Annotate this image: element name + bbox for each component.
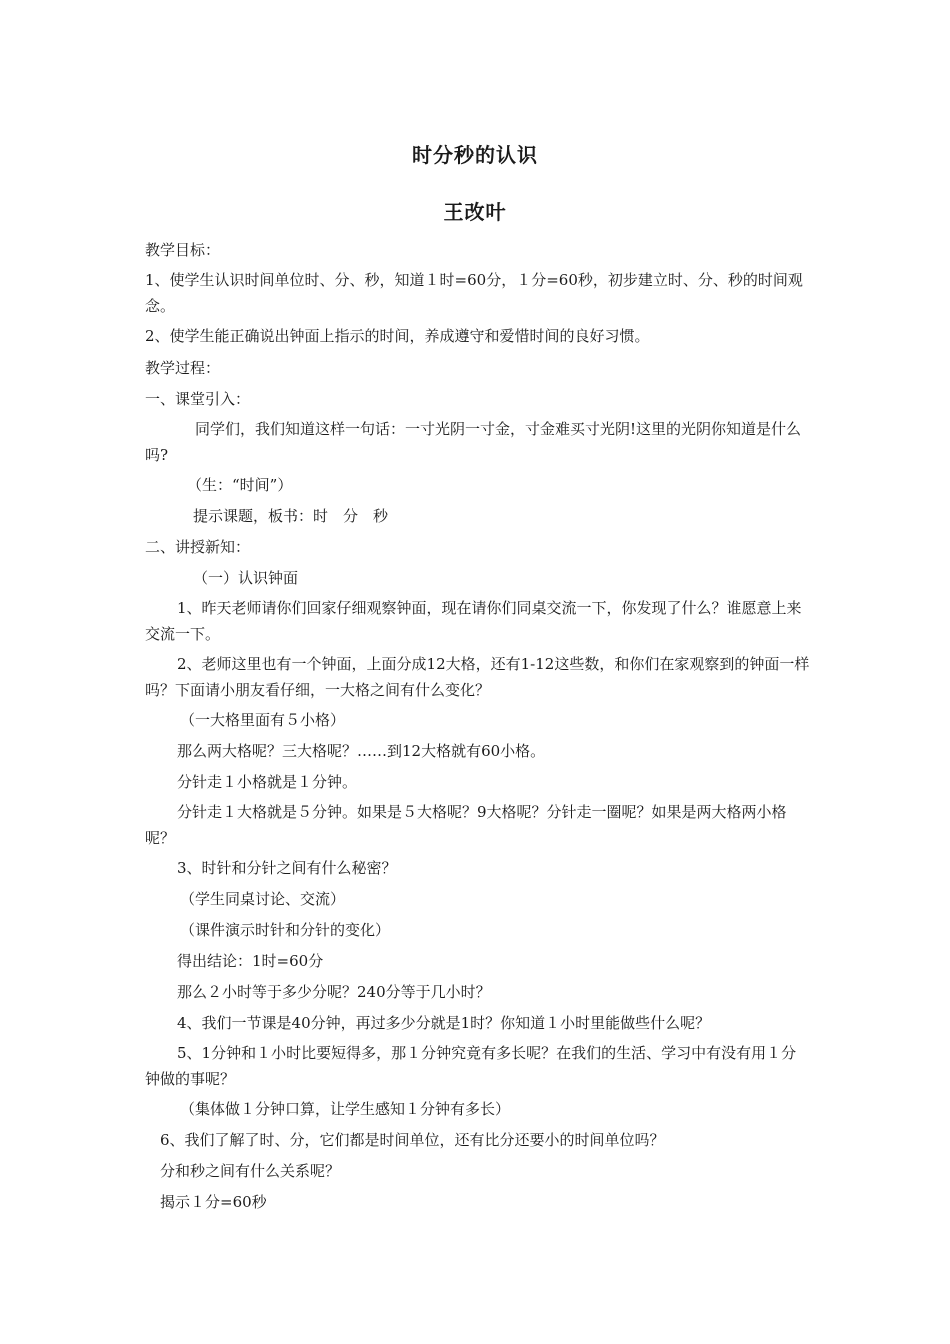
text-line: 教学目标： [145, 241, 221, 259]
text-line: 分针走１小格就是１分钟。 [177, 773, 358, 791]
text-line: 教学过程： [145, 359, 221, 377]
text-line: （一）认识钟面 [193, 569, 299, 587]
text-paragraph: 1、使学生认识时间单位时、分、秒，知道１时=60分，１分=60秒，初步建立时、分、秒的时间观念。 [145, 271, 803, 315]
text-line: （集体做１分钟口算，让学生感知１分钟有多长） [180, 1100, 511, 1118]
text-line: （学生同桌讨论、交流） [180, 890, 346, 908]
text-line: 2、使学生能正确说出钟面上指示的时间，养成遵守和爱惜时间的良好习惯。 [145, 327, 650, 345]
text-line: （一大格里面有５小格） [180, 711, 346, 729]
text-paragraph: 2、老师这里也有一个钟面，上面分成12大格，还有1-12这些数，和你们在家观察到的钟面一样吗？下面请小朋友看仔细，一大格之间有什么变化？ [145, 655, 810, 699]
text-line: 二、讲授新知： [145, 538, 251, 556]
text-line: 一、课堂引入： [145, 390, 251, 408]
text-line: 分和秒之间有什么关系呢？ [160, 1162, 341, 1180]
text-paragraph: 5、1分钟和１小时比要短得多，那１分钟究竟有多长呢？在我们的生活、学习中有没有用１分钟做的事呢？ [145, 1044, 797, 1088]
text-line: 3、时针和分针之间有什么秘密？ [177, 859, 397, 877]
text-line: 4、我们一节课是40分钟，再过多少分就是1时？你知道１小时里能做些什么呢？ [177, 1014, 711, 1032]
text-line: 6、我们了解了时、分，它们都是时间单位，还有比分还要小的时间单位吗？ [160, 1131, 665, 1149]
text-line: （课件演示时针和分针的变化） [180, 921, 391, 939]
text-line: 得出结论：1时=60分 [177, 952, 324, 970]
text-line: （生：“时间”） [187, 476, 293, 494]
document-author: 王改叶 [443, 200, 507, 224]
text-paragraph: 分针走１大格就是５分钟。如果是５大格呢？9大格呢？分针走一圈呢？如果是两大格两小格呢？ [145, 803, 787, 847]
document-title: 时分秒的认识 [412, 143, 538, 167]
text-line: 那么两大格呢？三大格呢？……到12大格就有60小格。 [177, 742, 546, 760]
text-paragraph: 同学们，我们知道这样一句话：一寸光阴一寸金，寸金难买寸光阴!这里的光阴你知道是什么吗? [145, 420, 802, 464]
text-line: 揭示１分=60秒 [160, 1193, 267, 1211]
text-paragraph: 1、昨天老师请你们回家仔细观察钟面，现在请你们同桌交流一下，你发现了什么？谁愿意上来交流一下。 [145, 599, 802, 643]
text-line: 提示课题，板书：时 分 秒 [193, 507, 389, 525]
text-line: 那么２小时等于多少分呢？240分等于几小时？ [177, 983, 491, 1001]
